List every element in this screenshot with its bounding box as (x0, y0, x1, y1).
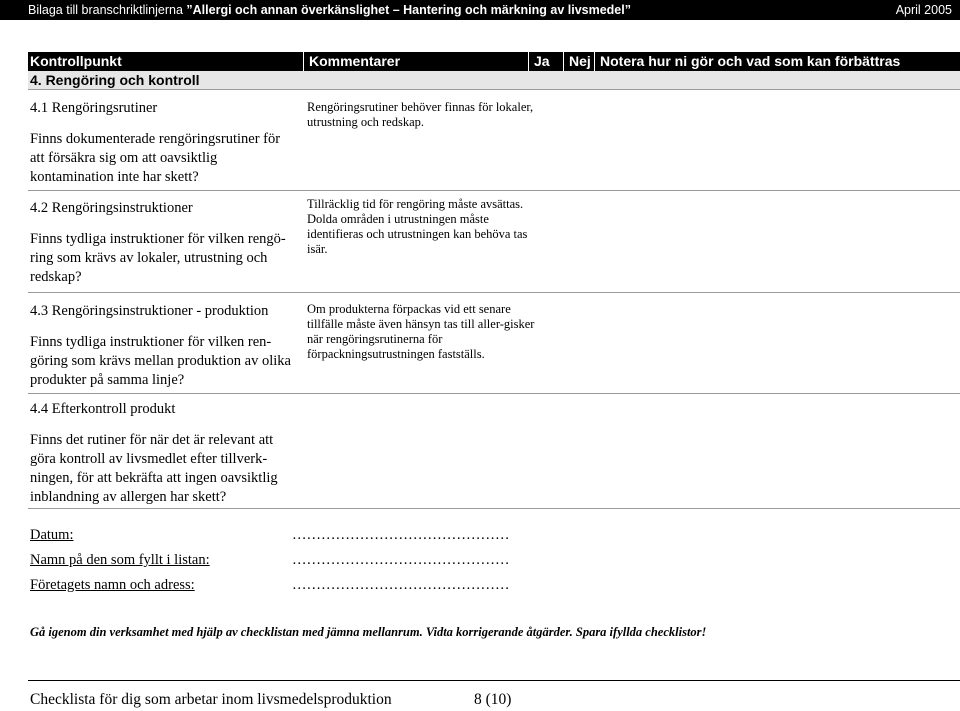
document-header (0, 0, 960, 20)
checkpoint-question: Finns det rutiner för när det är relevant att göra kontroll av livsmedlet efter tillverk-ningen, för att bekräfta att ingen oavsiktlig inblandning av allergen har skett? (30, 432, 278, 505)
row-divider (28, 393, 960, 394)
row-divider (28, 89, 960, 90)
footer-title: Checklista för dig som arbetar inom livsmedelsproduktion (30, 691, 392, 708)
page-number: 8 (10) (474, 691, 512, 708)
column-divider (303, 52, 304, 71)
checkpoint-4-1 (30, 99, 292, 187)
comment-4-1: Rengöringsrutiner behöver finnas för lokaler, utrustning och redskap. (307, 100, 534, 129)
column-divider (594, 52, 595, 71)
checkpoint-4-4 (30, 400, 292, 507)
column-divider (563, 52, 564, 71)
table-header (28, 52, 960, 71)
row-divider (28, 190, 960, 191)
comment-4-3: Om produkterna förpackas vid ett senare tillfälle måste även hänsyn tas till aller-gisker när rengöringsrutinerna för förpackningsutrustningen fastställs. (307, 302, 535, 361)
header-prefix: Bilaga till branschriktlinjerna (28, 3, 187, 17)
company-field[interactable]: ……………………………………… (292, 577, 510, 593)
checkpoint-title: 4.4 Efterkontroll produkt (30, 401, 176, 417)
header-guideline-title: ”Allergi och annan överkänslighet – Hantering och märkning av livsmedel” (186, 3, 631, 17)
header-title (28, 0, 631, 20)
date-field[interactable]: ……………………………………… (292, 527, 510, 543)
checkpoint-question: Finns tydliga instruktioner för vilken rengö-ring som krävs av lokaler, utrustning och redskap? (30, 231, 286, 285)
section-title: 4. Rengöring och kontroll (30, 72, 200, 88)
comment-4-2: Tillräcklig tid för rengöring måste avsättas. Dolda områden i utrustningen måste identifieras och utrustningen kan behöva tas isär. (307, 197, 528, 256)
date-label: Datum: (30, 527, 74, 543)
header-date: April 2005 (895, 3, 952, 17)
checkpoint-title: 4.2 Rengöringsinstruktioner (30, 200, 193, 216)
checkpoint-title: 4.1 Rengöringsrutiner (30, 100, 158, 116)
row-divider (28, 292, 960, 293)
filled-by-label: Namn på den som fyllt i listan: (30, 552, 210, 568)
column-divider (528, 52, 529, 71)
footer-divider (28, 680, 960, 681)
column-header-checkpoint: Kontrollpunkt (30, 53, 122, 69)
checkpoint-4-2 (30, 199, 292, 287)
column-header-improve: Notera hur ni gör och vad som kan förbättras (600, 53, 901, 69)
checkpoint-question: Finns tydliga instruktioner för vilken ren-göring som krävs mellan produktion av olika produkter på samma linje? (30, 334, 291, 388)
column-header-yes: Ja (534, 53, 550, 69)
checkpoint-question: Finns dokumenterade rengöringsrutiner för att försäkra sig om att oavsiktlig kontamination inte har skett? (30, 131, 281, 185)
column-header-comments: Kommentarer (309, 53, 401, 69)
instruction-note: Gå igenom din verksamhet med hjälp av checklistan med jämna mellanrum. Vidta korrigerande åtgärder. Spara ifyllda checklistor! (30, 625, 707, 639)
checkpoint-4-3 (30, 302, 292, 390)
company-label: Företagets namn och adress: (30, 577, 195, 593)
column-header-no: Nej (569, 53, 591, 69)
filled-by-field[interactable]: ……………………………………… (292, 552, 510, 568)
row-divider (28, 508, 960, 509)
checkpoint-title: 4.3 Rengöringsinstruktioner - produktion (30, 303, 269, 319)
